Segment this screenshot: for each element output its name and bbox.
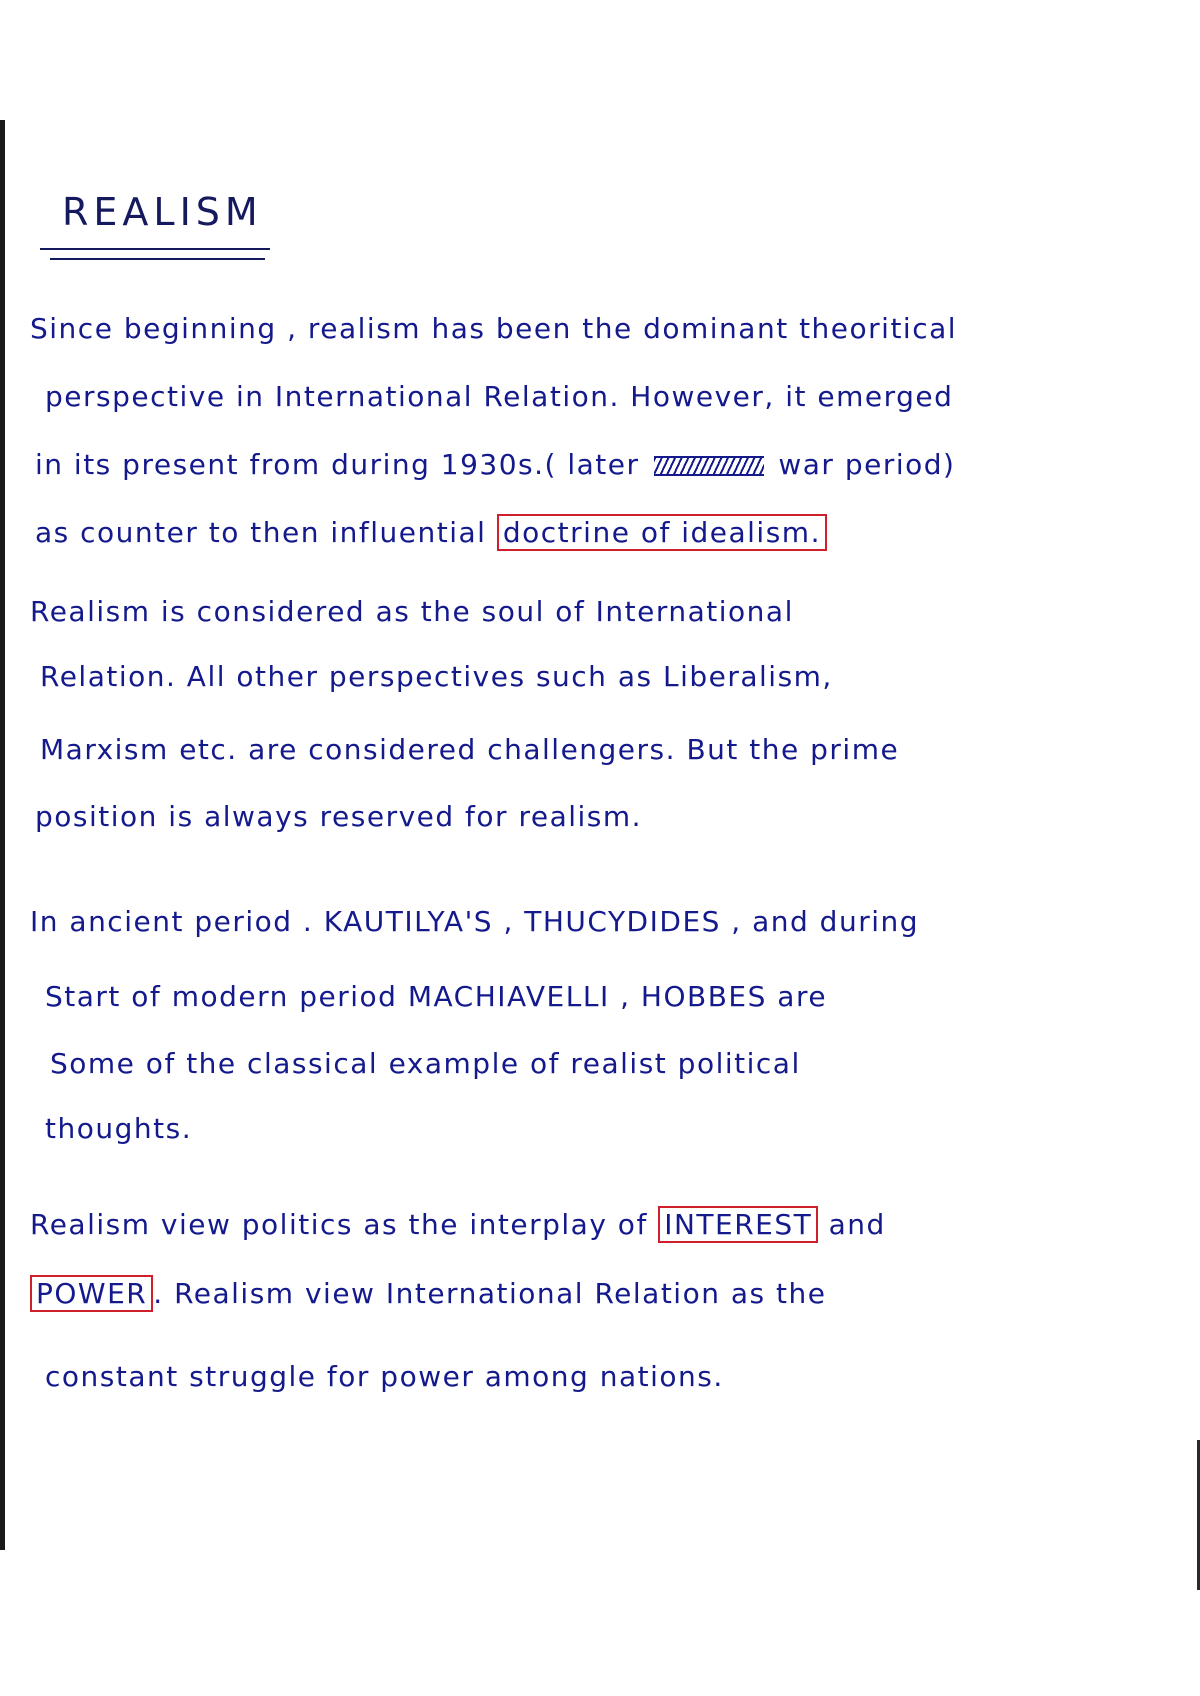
p1-line-3-end: war period) (778, 448, 956, 481)
p4-line-2-end: . Realism view International Relation as the (153, 1277, 827, 1310)
p2-line-2: Relation. All other perspectives such as Liberalism, (40, 660, 833, 693)
p1-line-2: perspective in International Relation. However, it emerged (45, 380, 954, 413)
p1-line-4-start: as counter to then influential (35, 516, 487, 549)
p4-line-3: constant struggle for power among nations. (45, 1360, 724, 1393)
p1-line-4 (35, 516, 827, 549)
p4-line-1-end: and (828, 1208, 886, 1241)
title-underline-1 (40, 248, 270, 250)
p1-line-1: Since beginning , realism has been the dominant theoritical (30, 312, 958, 345)
p4-line-1 (30, 1208, 886, 1241)
p3-line-2: Start of modern period MACHIAVELLI , HOBBES are (45, 980, 828, 1013)
scribble-strikeout (654, 456, 764, 476)
p3-line-3: Some of the classical example of realist political (50, 1047, 801, 1080)
p2-line-4: position is always reserved for realism. (35, 800, 643, 833)
highlight-box-interest: INTEREST (658, 1206, 818, 1243)
p3-line-4: thoughts. (45, 1112, 193, 1145)
p2-line-3: Marxism etc. are considered challengers. But the prime (40, 733, 900, 766)
highlight-box-idealism: doctrine of idealism. (497, 514, 827, 551)
p3-line-1: In ancient period . KAUTILYA'S , THUCYDIDES , and during (30, 905, 920, 938)
title-underline-2 (50, 258, 265, 260)
p1-line-3-start: in its present from during 1930s.( later (35, 448, 640, 481)
p4-line-1-start: Realism view politics as the interplay of (30, 1208, 648, 1241)
highlight-box-power: POWER (30, 1275, 153, 1312)
page-title: REALISM (62, 190, 263, 234)
page-edge-left (0, 120, 5, 1550)
p2-line-1: Realism is considered as the soul of International (30, 595, 794, 628)
p4-line-2 (30, 1277, 826, 1310)
p1-line-3 (35, 448, 955, 481)
